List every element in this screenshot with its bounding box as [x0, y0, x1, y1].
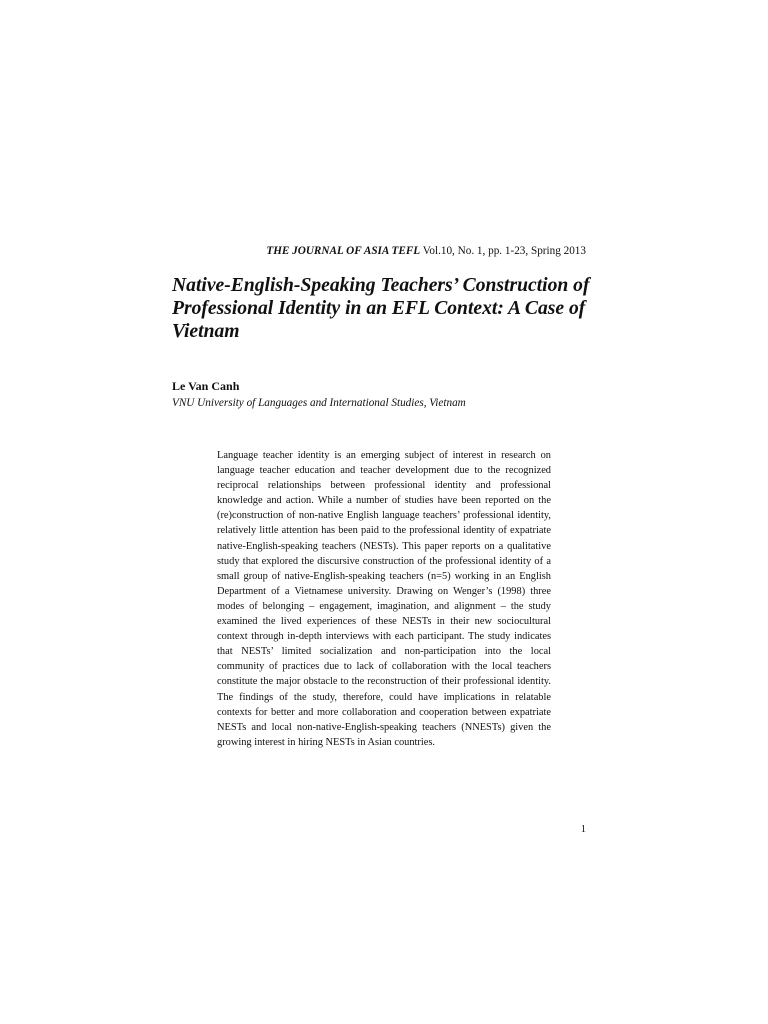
abstract: Language teacher identity is an emerging subject of interest in research on language teacher education and teacher development due to the recognized reciprocal relationships between professional identity and professional knowledge and action. While a number of studies have been reported on the (re)construction of non-native English language teachers’ professional identity, relatively little attention has been paid to the professional identity of expatriate native-English-speaking teachers (NESTs). This paper reports on a qualitative study that explored the discursive construction of the professional identity of a small group of native-English-speaking teachers (n=5) working in an English Department of a Vietnamese university. Drawing on Wenger’s (1998) three modes of belonging – engagement, imagination, and alignment – the study examined the lived experiences of these NESTs in their new sociocultural context through in-depth interviews with each participant. The study indicates that NESTs’ limited socialization and non-participation into the local community of practices due to lack of collaboration with the local teachers constitute the major obstacle to the reconstruction of their professional identity. The findings of the study, therefore, could have implications in relatable contexts for better and more collaboration and cooperation between expatriate NESTs and local non-native-English-speaking teachers (NNESTs) given the growing interest in hiring NESTs in Asian countries. [217, 450, 551, 748]
author-name: Le Van Canh [172, 379, 240, 393]
journal-name: THE JOURNAL OF ASIA TEFL [266, 245, 421, 257]
article-title: Native-English-Speaking Teachers’ Construction of Professional Identity in an EFL Context: A Case of Vietnam [172, 275, 590, 342]
author-affiliation: VNU University of Languages and International Studies, Vietnam [172, 397, 466, 409]
issue-info: Vol.10, No. 1, pp. 1-23, Spring 2013 [420, 245, 586, 257]
journal-header [172, 244, 586, 258]
page-number: 1 [580, 824, 586, 835]
